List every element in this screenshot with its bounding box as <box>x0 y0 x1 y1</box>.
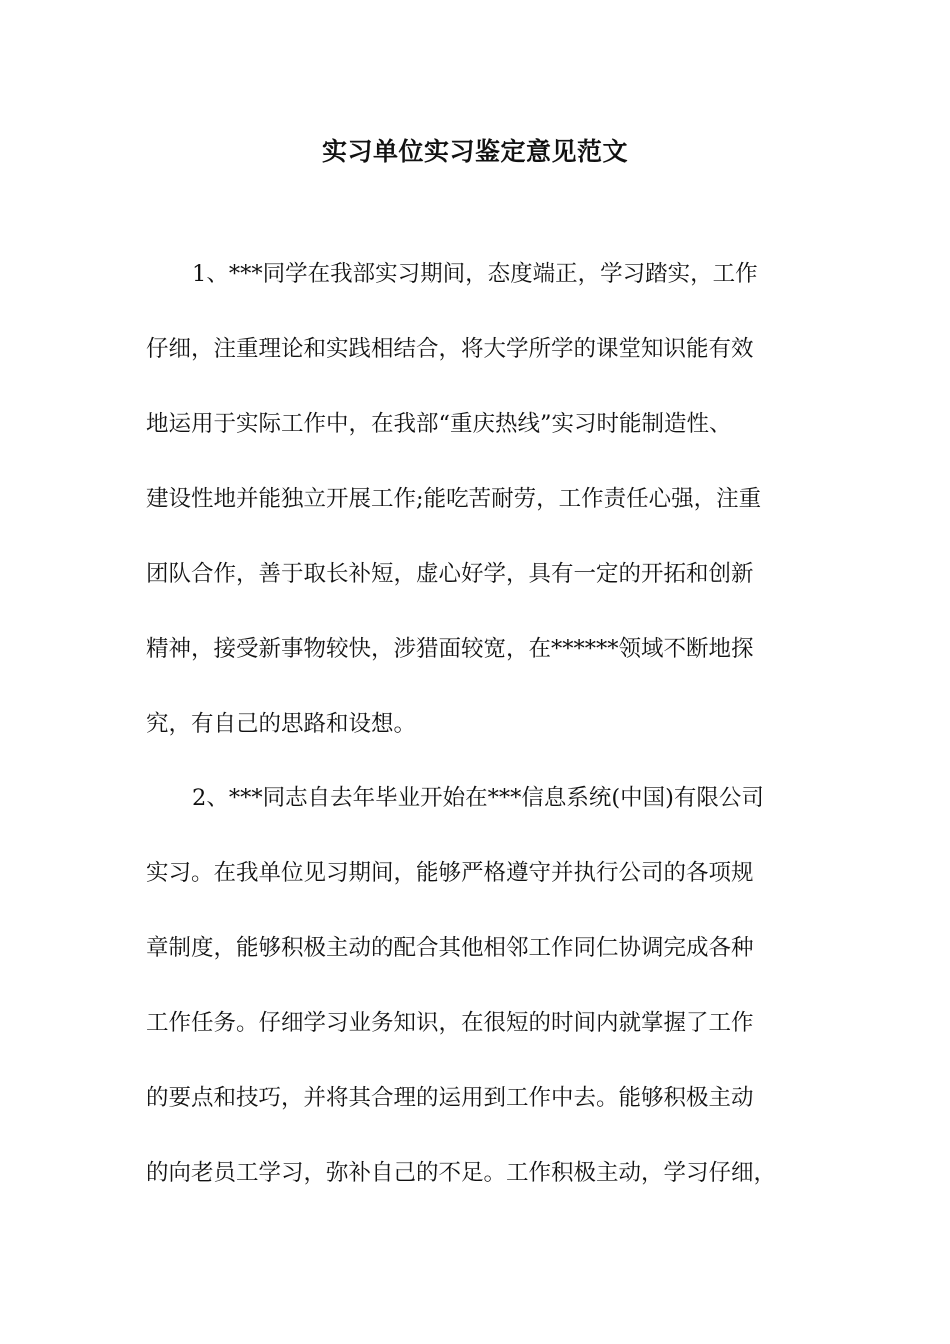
paragraph-line: 建设性地并能独立开展工作;能吃苦耐劳，工作责任心强，注重 <box>146 486 762 512</box>
paragraph-line: 1、***同学在我部实习期间，态度端正，学习踏实，工作 <box>192 261 758 287</box>
paragraph-line: 实习。在我单位见习期间，能够严格遵守并执行公司的各项规 <box>146 860 754 886</box>
paragraph-line: 工作任务。仔细学习业务知识，在很短的时间内就掌握了工作 <box>146 1010 754 1036</box>
paragraph-line: 精神，接受新事物较快，涉猎面较宽，在******领域不断地探 <box>146 636 754 662</box>
paragraph-line: 地运用于实际工作中，在我部“重庆热线”实习时能制造性、 <box>146 411 732 437</box>
paragraph-line: 究，有自己的思路和设想。 <box>146 711 417 737</box>
paragraph-line: 的向老员工学习，弥补自己的不足。工作积极主动，学习仔细， <box>146 1160 777 1186</box>
paragraph-1 <box>146 256 826 781</box>
paragraph-line: 的要点和技巧，并将其合理的运用到工作中去。能够积极主动 <box>146 1085 754 1111</box>
document-title: 实习单位实习鉴定意见范文 <box>321 137 628 166</box>
paragraph-2 <box>146 780 826 1230</box>
paragraph-line: 章制度，能够积极主动的配合其他相邻工作同仁协调完成各种 <box>146 935 754 961</box>
paragraph-line: 团队合作，善于取长补短，虚心好学，具有一定的开拓和创新 <box>146 561 754 587</box>
paragraph-line: 仔细，注重理论和实践相结合，将大学所学的课堂知识能有效 <box>146 336 754 362</box>
paragraph-line: 2、***同志自去年毕业开始在***信息系统(中国)有限公司 <box>192 785 764 811</box>
